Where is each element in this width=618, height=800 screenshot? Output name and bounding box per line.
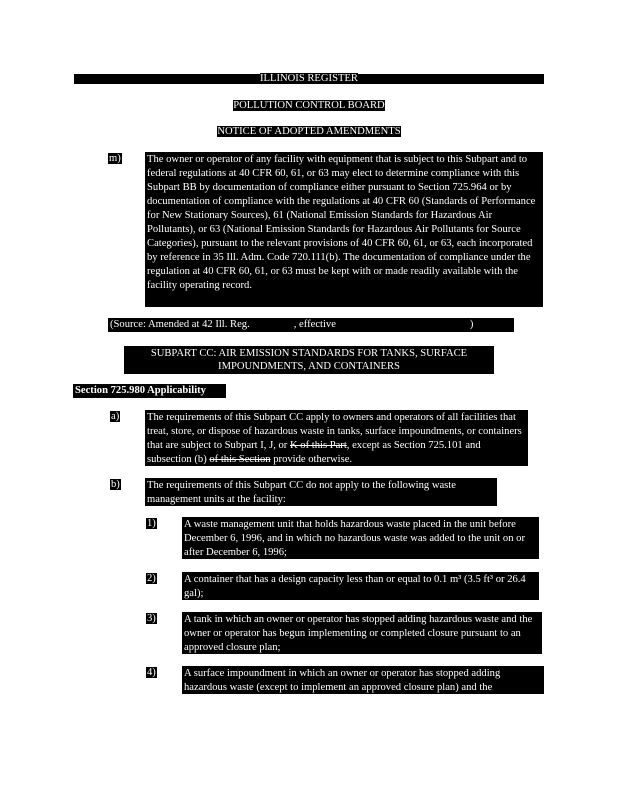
register-title [74,72,544,85]
section-title: Section 725.980 Applicability [73,384,226,398]
notice-title-text: NOTICE OF ADOPTED AMENDMENTS [217,126,401,137]
para-b-label: b) [111,479,120,490]
para-a-struck-2: of this Section [209,454,271,465]
para-a-text [145,410,528,466]
subpart-line-1: SUBPART CC: AIR EMISSION STANDARDS FOR TANKS, SURFACE [150,348,468,359]
register-title-text: ILLINOIS REGISTER [260,73,358,84]
item-4-text: A surface impoundment in which an owner or operator has stopped adding hazardous waste (except to implement an approved closure plan) and the [182,666,544,694]
item-4-label: 4) [147,667,156,678]
subpart-heading [124,346,494,374]
source-note [108,318,514,332]
para-a-text-3: provide otherwise. [270,454,353,465]
para-m-label: m) [109,153,121,164]
source-note-prefix: (Source: Amended at 42 Ill. Reg. [110,319,250,330]
para-a-struck-1: K of this Part [289,440,347,451]
item-2-label: 2) [147,573,156,584]
item-1-label: 1) [147,518,156,529]
para-a-text-2: , except as Section 725.101 and subsection (b) [147,440,481,465]
para-m-text: The owner or operator of any facility with equipment that is subject to this Subpart and to federal regulations at 40 CFR 60, 61, or 63 may elect to determine compliance with this Subpart BB by documentation of compliance either pursuant to Section 725.964 or by documentation of compliance with the regulations at 40 CFR 60 (Standards of Performance for New Stationary Sources), 61 (National Emission Standards for Hazardous Air Pollutants), or 63 (National Emission Standards for Hazardous Air Pollutants for Source Categories), pursuant to the relevant provisions of 40 CFR 60, 61, or 63, each incorporated by reference in 35 Ill. Adm. Code 720.111(b). The documentation of compliance under the regulation at 40 CFR 60, 61, or 63 must be kept with or made readily available with the facility operating record. [145,152,543,307]
item-2-text: A container that has a design capacity less than or equal to 0.1 m³ (3.5 ft³ or 26.4 gal); [182,572,539,600]
subpart-line-2: IMPOUNDMENTS, AND CONTAINERS [218,361,400,372]
source-note-suffix: ) [469,319,474,330]
item-3-text: A tank in which an owner or operator has stopped adding hazardous waste and the owner or operator has begun implementing or completed closure pursuant to an approved closure plan; [182,612,542,654]
board-title [74,99,544,112]
item-1-text: A waste management unit that holds hazardous waste placed in the unit before December 6, 1996, and in which no hazardous waste was added to the unit on or after December 6, 1996; [182,517,539,559]
para-a-label: a) [111,411,120,422]
source-note-mid: , effective [293,319,336,330]
item-3-label: 3) [147,613,156,624]
notice-title [74,125,544,138]
para-b-text: The requirements of this Subpart CC do not apply to the following waste management units at the facility: [145,478,497,506]
board-title-text: POLLUTION CONTROL BOARD [233,100,385,111]
para-a-text-1: The requirements of this Subpart CC apply to owners and operators of all facilities that treat, store, or dispose of hazardous waste in tanks, surface impoundments, or containers that are subject to Subpart I, J, or [147,412,522,451]
